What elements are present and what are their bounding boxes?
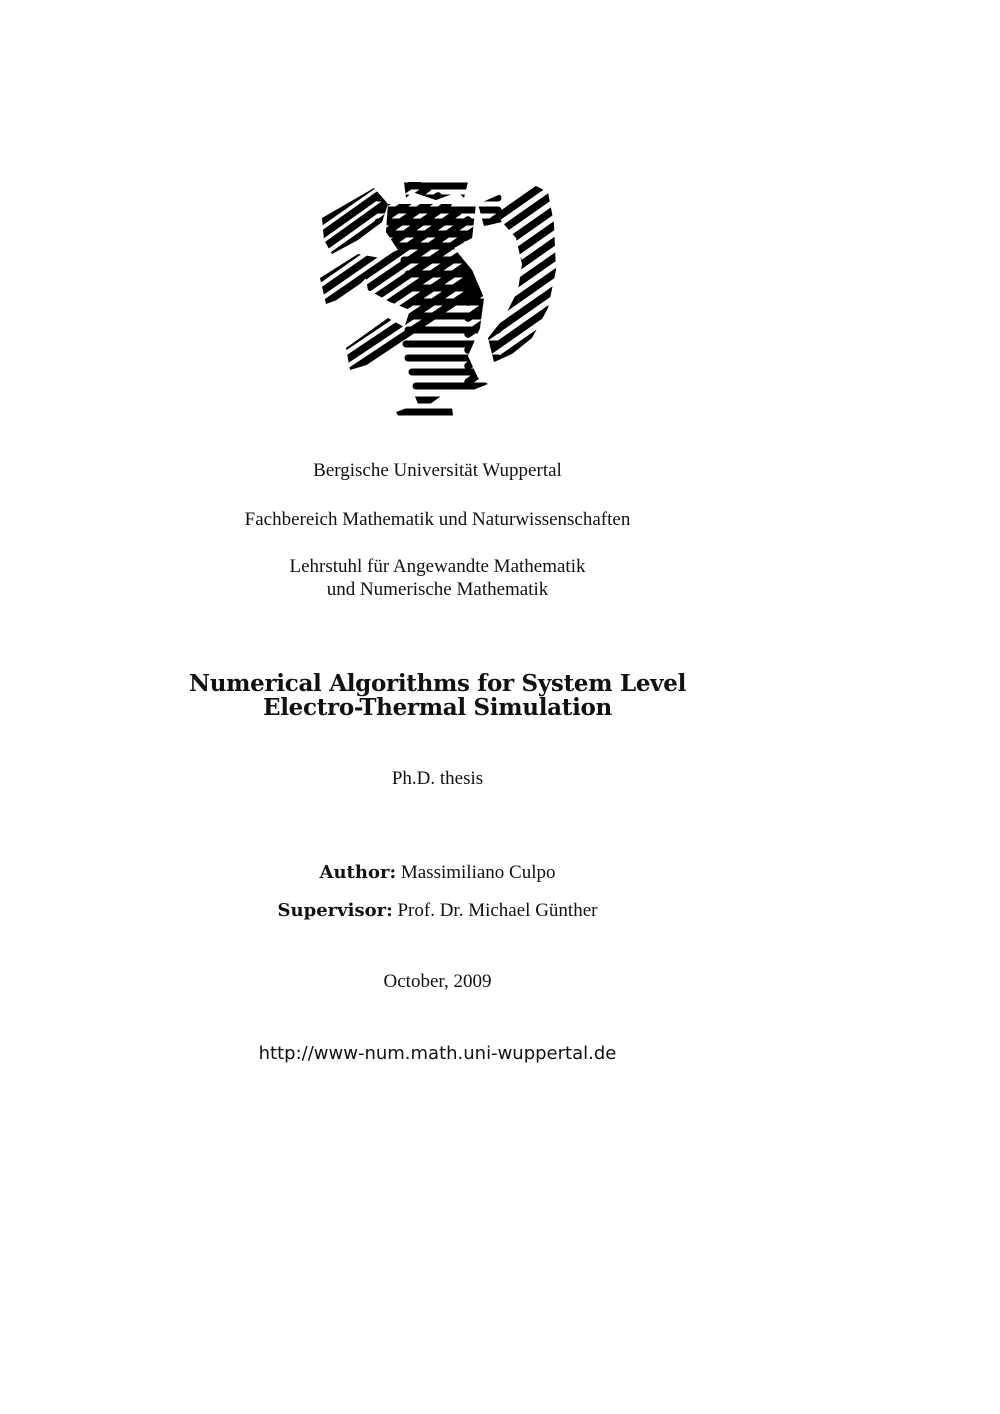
university-emblem-icon: [318, 178, 560, 428]
university-name: Bergische Universität Wuppertal: [313, 460, 562, 481]
thesis-title-line2: Electro-Thermal Simulation: [263, 694, 612, 721]
chair-name-line2: und Numerische Mathematik: [326, 579, 549, 600]
author-name: Massimiliano Culpo: [400, 862, 556, 883]
thesis-title-line1: Numerical Algorithms for System Level: [188, 670, 687, 697]
thesis-date: October, 2009: [383, 971, 492, 992]
chair-name-line1: Lehrstuhl für Angewandte Mathematik: [289, 556, 586, 577]
thesis-type: Ph.D. thesis: [391, 768, 484, 789]
author-line: [0, 862, 875, 884]
supervisor-label: Supervisor:: [277, 900, 393, 921]
author-label: Author:: [319, 862, 397, 883]
institute-url: http://www-num.math.uni-wuppertal.de: [258, 1043, 617, 1064]
supervisor-name: Prof. Dr. Michael Günther: [397, 900, 598, 921]
supervisor-line: [0, 900, 875, 922]
department-name: Fachbereich Mathematik und Naturwissenschaften: [244, 509, 631, 530]
